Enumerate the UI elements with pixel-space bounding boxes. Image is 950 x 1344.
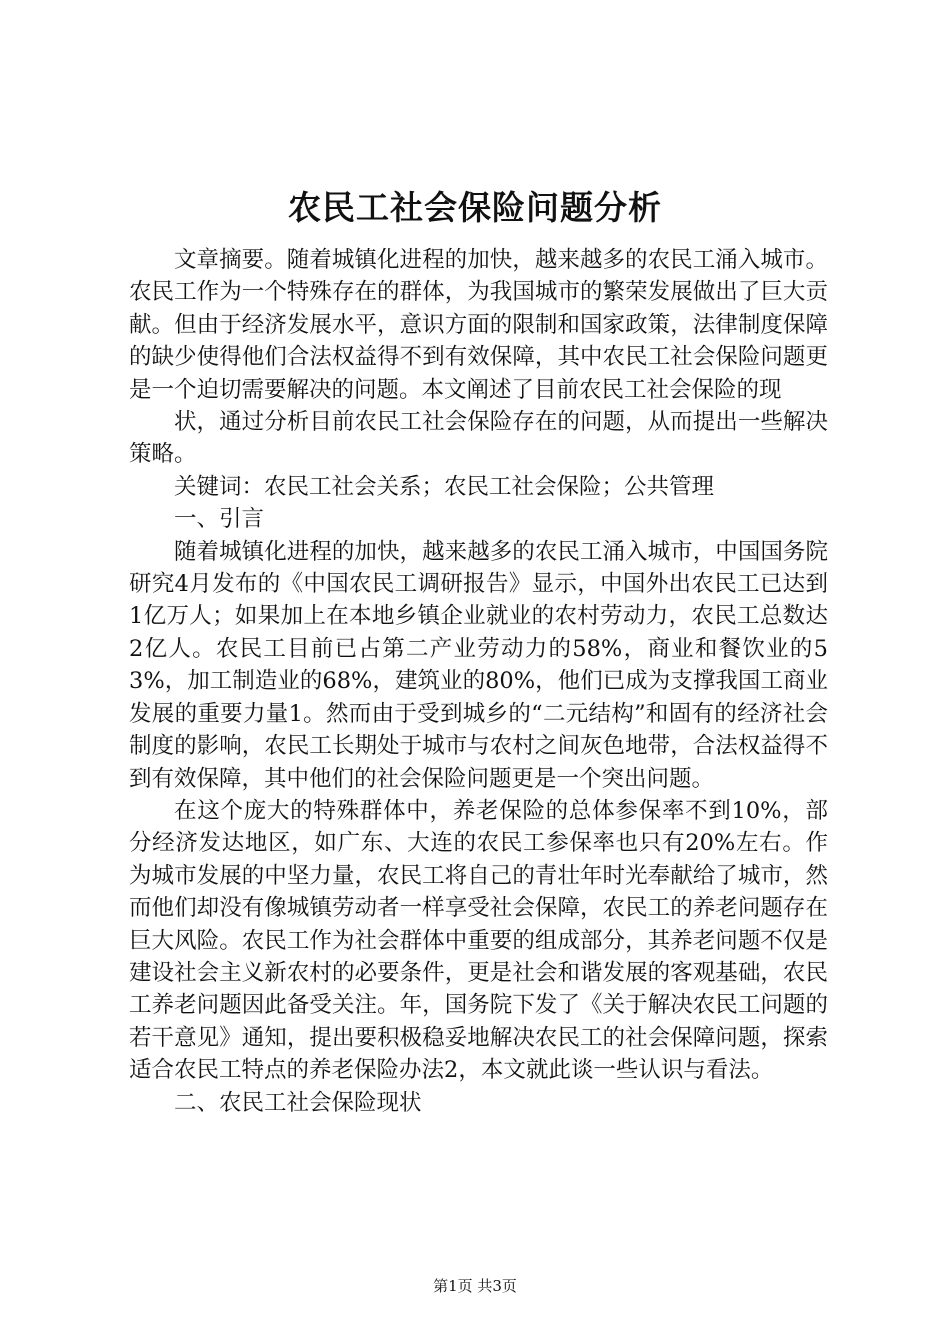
body-paragraph: 在这个庞大的特殊群体中，养老保险的总体参保率不到10%，部分经济发达地区，如广东、大连的农民工参保率也只有20%左右。作为城市发展的中坚力量，农民工将自己的青壮年时光奉献给了城市，然而他们却没有像城镇劳动者一样享受社会保障，农民工的养老问题存在巨大风险。农民工作为社会群体中重要的组成部分，其养老问题不仅是建设社会主义新农村的必要条件，更是社会和谐发展的客观基础，农民工养老问题因此备受关注。年，国务院下发了《关于解决农民工问题的若干意见》通知，提出要积极稳妥地解决农民工的社会保障问题，探索适合农民工特点的养老保险办法2，本文就此谈一些认识与看法。 — [129, 797, 828, 1084]
document-body — [129, 244, 828, 1119]
section-heading-introduction: 一、引言 — [174, 506, 265, 533]
abstract-paragraph: 文章摘要。随着城镇化进程的加快，越来越多的农民工涌入城市。农民工作为一个特殊存在的群体，为我国城市的繁荣发展做出了巨大贡献。但由于经济发展水平，意识方面的限制和国家政策，法律制度保障的缺少使得他们合法权益得不到有效保障，其中农民工社会保险问题更是一个迫切需要解决的问题。本文阐述了目前农民工社会保险的现 — [129, 247, 828, 403]
document-title: 农民工社会保险问题分析 — [288, 188, 662, 227]
keywords-line: 关键词：农民工社会关系；农民工社会保险；公共管理 — [174, 473, 715, 500]
page-footer: 第1页 共3页 — [433, 1277, 517, 1295]
abstract-continuation: 状，通过分析目前农民工社会保险存在的问题，从而提出一些解决策略。 — [129, 409, 828, 468]
section-heading-status: 二、农民工社会保险现状 — [174, 1089, 422, 1116]
body-paragraph: 随着城镇化进程的加快，越来越多的农民工涌入城市，中国国务院研究4月发布的《中国农民工调研报告》显示，中国外出农民工已达到1亿万人；如果加上在本地乡镇企业就业的农村劳动力，农民工总数达2亿人。农民工目前已占第二产业劳动力的58%，商业和餐饮业的53%，加工制造业的68%，建筑业的80%，他们已成为支撑我国工商业发展的重要力量1。然而由于受到城乡的“二元结构”和固有的经济社会制度的影响，农民工长期处于城市与农村之间灰色地带，合法权益得不到有效保障，其中他们的社会保险问题更是一个突出问题。 — [129, 538, 828, 792]
